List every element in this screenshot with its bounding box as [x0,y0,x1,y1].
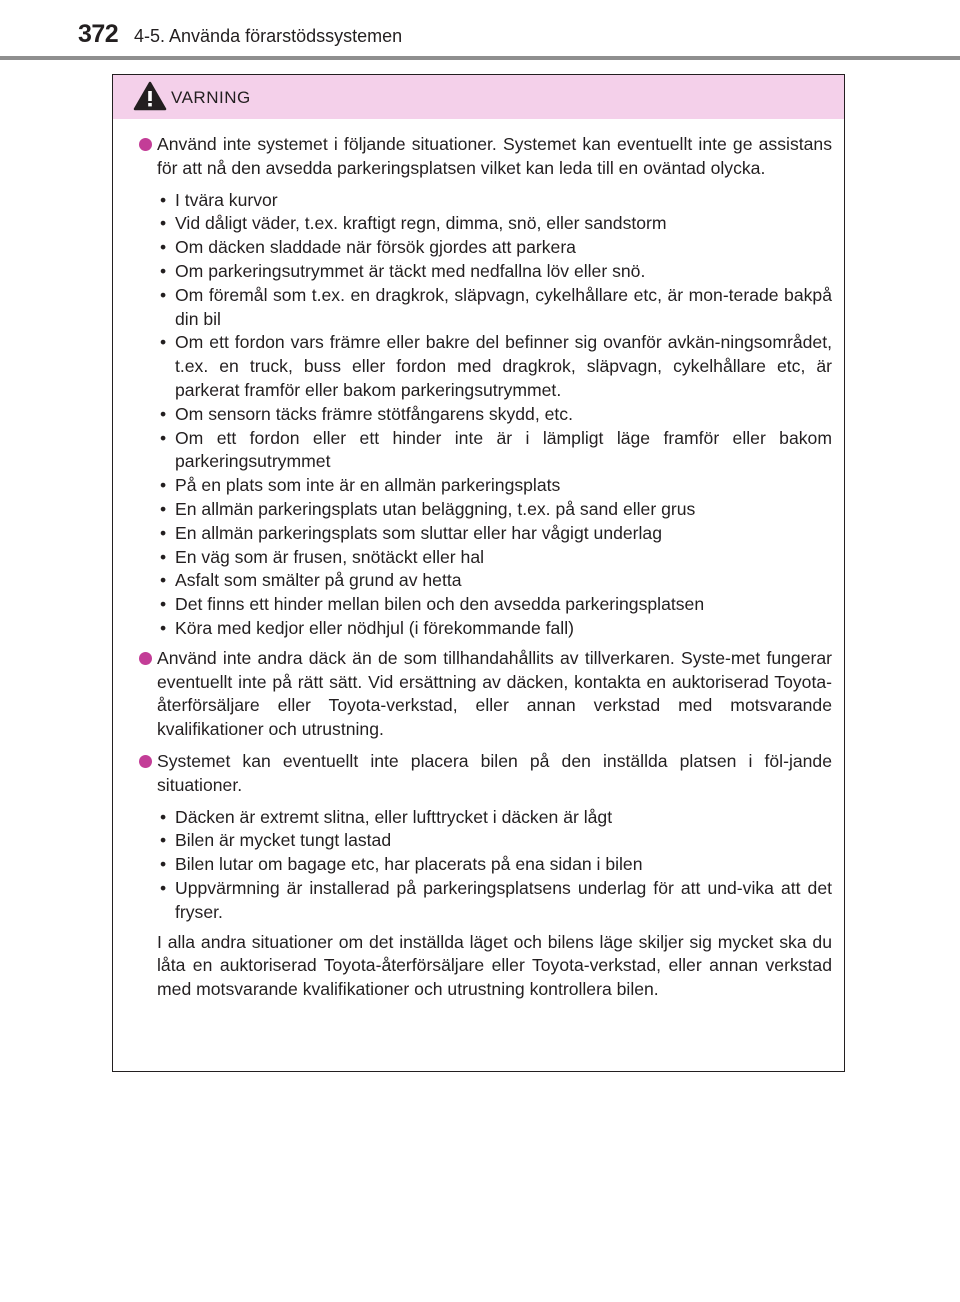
paragraph-text: Använd inte andra däck än de som tillhandahållits av tillverkaren. Syste-met fungerar eventuellt inte på rätt sätt. Vid ersättning av däcken, kontakta en auktoriserad Toyota-återförsäljare eller Toyota-verkstad, eller annan verkstad med motsvarande kvalifikationer och utrustning. [157,647,832,740]
list-item: • I tvära kurvor [157,189,832,213]
page-number: 372 [78,20,119,48]
list-item: • En allmän parkeringsplats som sluttar eller har vågigt underlag [157,522,832,546]
list-item: • Däcken är extremt slitna, eller lufttrycket i däcken är lågt [157,806,832,830]
warning-triangle-icon [133,81,167,111]
section-title: 4-5. Använda förarstödssystemen [134,26,403,46]
warning-title: VARNING [171,88,251,107]
list-item: • Vid dåligt väder, t.ex. kraftigt regn, dimma, snö, eller sandstorm [157,212,832,236]
list-item: • Om ett fordon eller ett hinder inte är i lämpligt läge framför eller bakom parkeringsutrymmet [157,427,832,475]
list-item: • Uppvärmning är installerad på parkeringsplatsens underlag för att und-vika att det fryser. [157,877,832,925]
paragraph-text: Använd inte systemet i följande situationer. Systemet kan eventuellt inte ge assistans för att nå den avsedda parkeringsplatsen vilket kan leda till en oväntad olycka. [157,134,832,178]
list-item: • Det finns ett hinder mellan bilen och den avsedda parkeringsplatsen [157,593,832,617]
header-rule [0,56,960,60]
bullet-list [139,189,832,641]
warning-body [113,133,844,1002]
list-item: • En allmän parkeringsplats utan beläggning, t.ex. på sand eller grus [157,498,832,522]
bullet-dot-icon [139,138,152,151]
warning-paragraph [139,750,832,798]
list-item: • Om sensorn täcks främre stötfångarens skydd, etc. [157,403,832,427]
warning-box [112,74,845,1072]
warning-paragraph [139,647,832,742]
bullet-dot-icon [139,755,152,768]
warning-header [113,75,844,119]
list-item: • Om däcken sladdade när försök gjordes att parkera [157,236,832,260]
list-item: • En väg som är frusen, snötäckt eller hal [157,546,832,570]
list-item: • Bilen lutar om bagage etc, har placerats på ena sidan i bilen [157,853,832,877]
list-item: • Asfalt som smälter på grund av hetta [157,569,832,593]
list-item: • Om ett fordon vars främre eller bakre del befinner sig ovanför avkän-ningsområdet, t.ex. en truck, buss eller fordon med dragkrok, släpvagn, cykelhållare etc, är parkerat framför eller bakom parkeringsutrymmet. [157,331,832,402]
list-item: • På en plats som inte är en allmän parkeringsplats [157,474,832,498]
list-item: • Bilen är mycket tungt lastad [157,829,832,853]
warning-paragraph [139,133,832,181]
list-item: • Om parkeringsutrymmet är täckt med nedfallna löv eller snö. [157,260,832,284]
paragraph-text: Systemet kan eventuellt inte placera bilen på den inställda platsen i föl-jande situationer. [157,750,832,795]
list-item: • Köra med kedjor eller nödhjul (i förekommande fall) [157,617,832,641]
page-header [0,0,960,64]
closing-text: I alla andra situationer om det inställda läget och bilens läge skiljer sig mycket ska du låta en auktoriserad Toyota-återförsäljare eller Toyota-verkstad, eller annan verkstad med motsvarande kvalifikationer och utrustning kontrollera bilen. [157,931,832,1000]
bullet-dot-icon [139,652,152,665]
bullet-list [139,806,832,925]
list-item: • Om föremål som t.ex. en dragkrok, släpvagn, cykelhållare etc, är mon-terade bakpå din bil [157,284,832,332]
